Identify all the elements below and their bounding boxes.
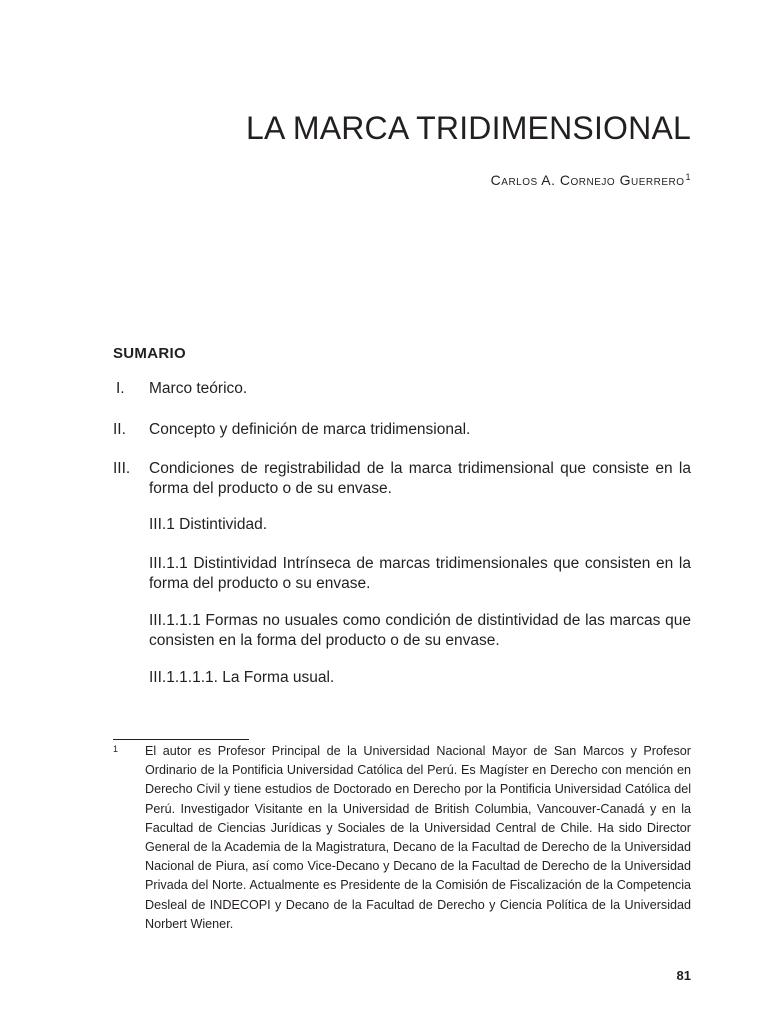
summary-subitem: III.1.1.1 Formas no usuales como condición de distintividad de las marcas que consisten en la forma del producto o de su envase. xyxy=(149,612,691,649)
author-name: Carlos A. Cornejo Guerrero xyxy=(490,172,685,188)
footnote-separator xyxy=(113,739,249,740)
summary-item xyxy=(113,459,691,499)
summary-subitem: III.1.1 Distintividad Intrínseca de marcas tridimensionales que consisten en la forma del producto o su envase. xyxy=(149,555,691,592)
summary-item-number: I. xyxy=(116,380,125,397)
page-number: 81 xyxy=(676,968,691,983)
summary-item-text: Concepto y definición de marca tridimensional. xyxy=(149,421,471,438)
footnote-marker: 1 xyxy=(113,744,119,754)
summary-item-number: III. xyxy=(113,460,131,477)
footnote-text: El autor es Profesor Principal de la Universidad Nacional Mayor de San Marcos y Profesor Ordinario de la Pontificia Universidad Católica del Perú. Es Magíster en Derecho con mención en Derecho Civil y tiene estudios de Doctorado en Derecho por la Pontificia Universidad Católica del Perú. Investigador Visitante en la Universidad de British Columbia, Vancouver-Canadá y en la Facultad de Ciencias Jurídicas y Sociales de la Universidad Central de Chile. Ha sido Director General de la Academia de la Magistratura, Decano de la Facultad de Derecho de la Universidad Nacional de Piura, así como Vice-Decano y Decano de la Facultad de Derecho de la Universidad Privada del Norte. Actualmente es Presidente de la Comisión de Fiscalización de la Competencia Desleal de INDECOPI y Decano de la Facultad de Derecho y Ciencia Política de la Universidad Norbert Wiener. xyxy=(145,744,691,931)
article-title: LA MARCA TRIDIMENSIONAL xyxy=(245,110,691,146)
author-footnote-ref: 1 xyxy=(685,172,691,182)
summary-item-text: Condiciones de registrabilidad de la marca tridimensional que consiste en la forma del producto o de su envase. xyxy=(149,460,691,497)
summary-item-text: Marco teórico. xyxy=(149,380,248,397)
summary-item xyxy=(113,379,691,399)
summary-heading: SUMARIO xyxy=(113,345,186,362)
summary-item xyxy=(113,420,691,440)
summary-subitem: III.1 Distintividad. xyxy=(149,516,268,533)
summary-subitem: III.1.1.1.1. La Forma usual. xyxy=(149,669,335,686)
summary-item-number: II. xyxy=(113,421,126,438)
author-line xyxy=(491,172,691,188)
